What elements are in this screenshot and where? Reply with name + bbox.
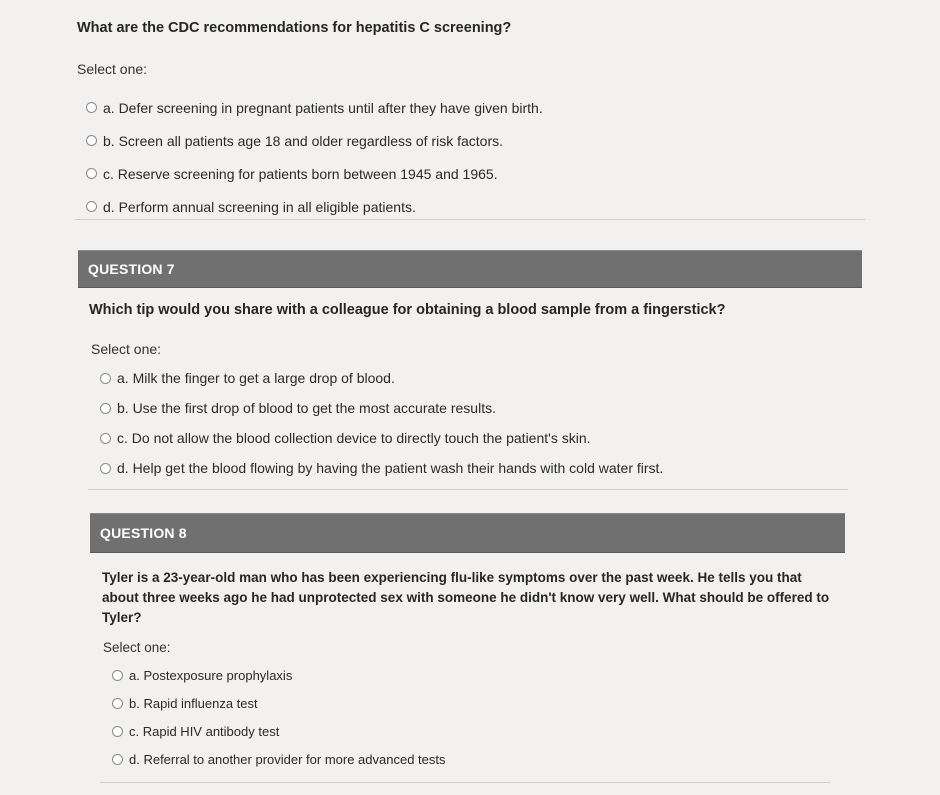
question-8-header xyxy=(90,513,845,553)
question-6-options xyxy=(86,91,543,223)
option-label: a. Postexposure prophylaxis xyxy=(129,667,293,683)
radio-button[interactable] xyxy=(86,102,97,113)
question-8-text: Tyler is a 23-year-old man who has been experiencing flu-like symptoms over the past week. He tells you that about three weeks ago he had unprotected sex with someone he didn't know very well. What should be offered to Tyler? xyxy=(102,570,830,625)
radio-button[interactable] xyxy=(112,670,123,681)
radio-button[interactable] xyxy=(86,201,97,212)
divider xyxy=(88,489,848,490)
question-6 xyxy=(77,19,867,38)
option-label: c. Rapid HIV antibody test xyxy=(129,723,280,739)
option-label: c. Do not allow the blood collection device to directly touch the patient's skin. xyxy=(117,430,591,446)
divider xyxy=(100,782,830,783)
question-6-text: What are the CDC recommendations for hepatitis C screening? xyxy=(77,20,512,36)
question-6-select-label: Select one: xyxy=(77,61,148,77)
option-label: a. Milk the finger to get a large drop of blood. xyxy=(117,370,395,386)
question-7-header xyxy=(78,250,862,288)
question-7-title: QUESTION 7 xyxy=(88,261,175,277)
question-7-options xyxy=(100,363,663,483)
question-8-option-d[interactable] xyxy=(112,745,446,773)
option-label: b. Screen all patients age 18 and older regardless of risk factors. xyxy=(103,132,503,149)
question-7 xyxy=(89,301,879,320)
question-6-option-a[interactable] xyxy=(86,91,543,124)
option-label: d. Referral to another provider for more advanced tests xyxy=(129,751,446,767)
question-7-text: Which tip would you share with a colleague for obtaining a blood sample from a fingerstick? xyxy=(89,302,726,318)
radio-button[interactable] xyxy=(100,403,111,414)
option-label: d. Help get the blood flowing by having the patient wash their hands with cold water first. xyxy=(117,460,664,476)
radio-button[interactable] xyxy=(100,373,111,384)
option-label: d. Perform annual screening in all eligible patients. xyxy=(103,198,416,215)
question-7-option-b[interactable] xyxy=(100,393,663,423)
radio-button[interactable] xyxy=(86,168,97,179)
question-7-option-c[interactable] xyxy=(100,423,663,453)
question-7-select-label: Select one: xyxy=(91,341,162,357)
option-label: b. Rapid influenza test xyxy=(129,695,258,711)
question-6-option-b[interactable] xyxy=(86,124,543,157)
question-8-option-c[interactable] xyxy=(112,717,446,745)
question-8-option-b[interactable] xyxy=(112,689,446,717)
radio-button[interactable] xyxy=(112,754,123,765)
radio-button[interactable] xyxy=(112,698,123,709)
divider xyxy=(75,219,865,220)
question-6-option-c[interactable] xyxy=(86,157,543,190)
question-7-option-d[interactable] xyxy=(100,453,663,483)
question-8 xyxy=(102,568,842,628)
radio-button[interactable] xyxy=(100,433,111,444)
question-8-select-label: Select one: xyxy=(103,640,171,655)
question-8-option-a[interactable] xyxy=(112,661,446,689)
question-7-option-a[interactable] xyxy=(100,363,663,393)
option-label: a. Defer screening in pregnant patients until after they have given birth. xyxy=(103,99,543,116)
option-label: c. Reserve screening for patients born between 1945 and 1965. xyxy=(103,165,498,182)
question-8-options xyxy=(112,661,446,773)
radio-button[interactable] xyxy=(100,463,111,474)
radio-button[interactable] xyxy=(86,135,97,146)
radio-button[interactable] xyxy=(112,726,123,737)
question-8-title: QUESTION 8 xyxy=(100,525,187,541)
option-label: b. Use the first drop of blood to get the most accurate results. xyxy=(117,400,496,416)
